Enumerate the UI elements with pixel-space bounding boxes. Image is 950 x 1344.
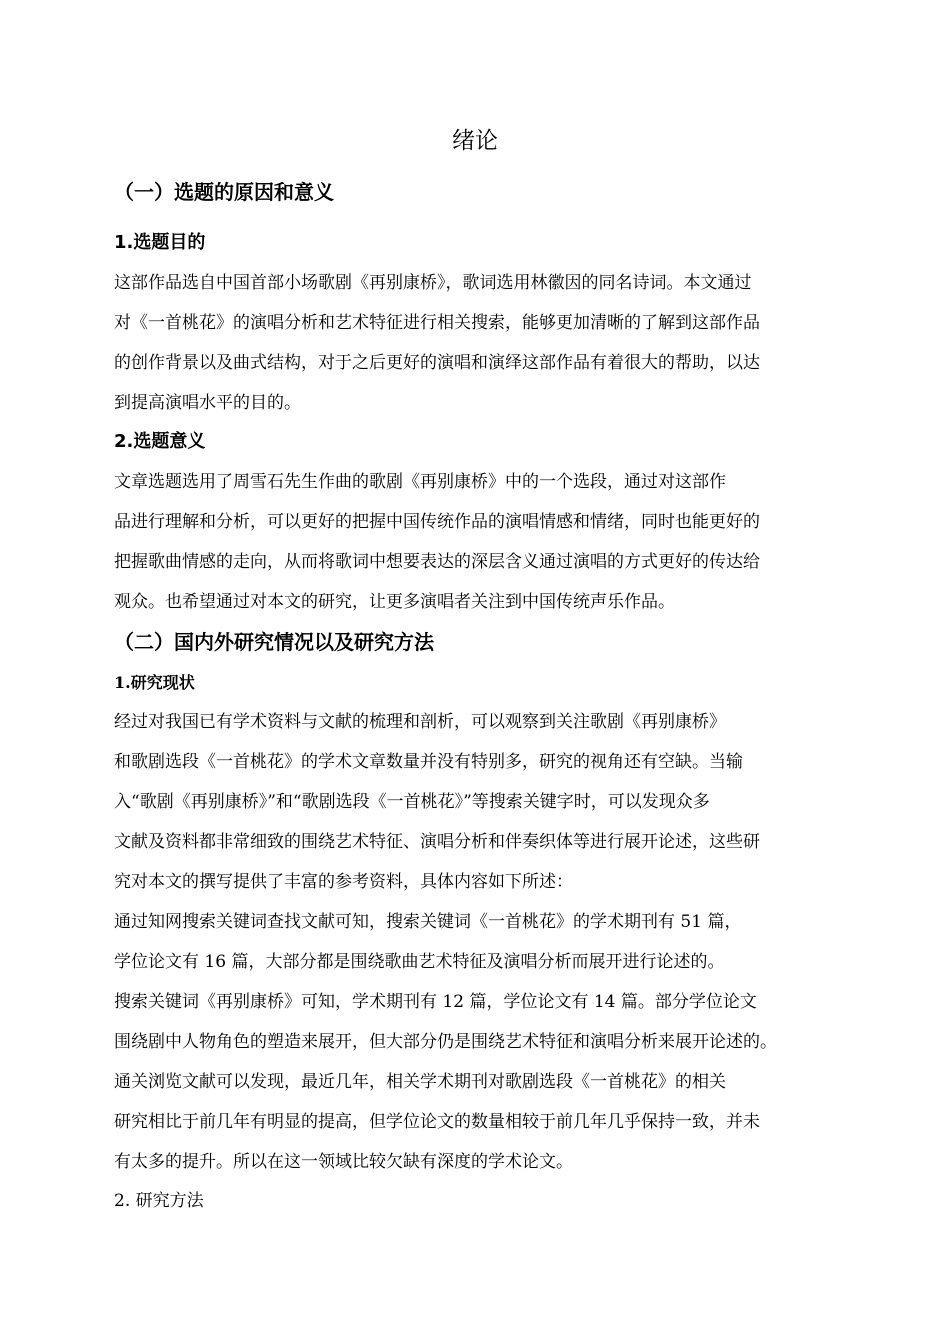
text-line: 围绕剧中人物角色的塑造来展开，但大部分仍是围绕艺术特征和演唱分析来展开论述的。 [114, 1032, 777, 1052]
text-line: 研究相比于前几年有明显的提高，但学位论文的数量相较于前几年几乎保持一致，并未 [114, 1112, 760, 1132]
section-heading-1: （一）选题的原因和意义 [114, 180, 334, 204]
text-line: 和歌剧选段《一首桃花》的学术文章数量并没有特别多，研究的视角还有空缺。当输 [114, 752, 743, 772]
paragraph-purpose [114, 263, 864, 423]
text-line: 通过知网搜索关键词查找文献可知，搜索关键词《一首桃花》的学术期刊有 51 篇， [114, 912, 742, 932]
subsection-heading-significance: 2.选题意义 [114, 431, 206, 452]
text-line: 经过对我国已有学术资料与文献的梳理和剖析，可以观察到关注歌剧《再别康桥》 [114, 712, 726, 732]
text-line: 学位论文有 16 篇，大部分都是围绕歌曲艺术特征及演唱分析而展开进行论述的。 [114, 952, 725, 972]
subsection-heading-method: 2. 研究方法 [114, 1191, 204, 1211]
section-heading-2: （二）国内外研究情况以及研究方法 [114, 630, 434, 654]
text-line: 这部作品选自中国首部小场歌剧《再别康桥》，歌词选用林徽因的同名诗词。本文通过 [114, 273, 752, 293]
text-line: 把握歌曲情感的走向，从而将歌词中想要表达的深层含义通过演唱的方式更好的传达给 [114, 552, 760, 572]
page-title: 绪论 [452, 128, 498, 154]
text-line: 对《一首桃花》的演唱分析和艺术特征进行相关搜索，能够更加清晰的了解到这部作品 [114, 313, 760, 333]
text-line: 的创作背景以及曲式结构，对于之后更好的演唱和演绎这部作品有着很大的帮助，以达 [114, 353, 760, 373]
subsection-heading-purpose: 1.选题目的 [114, 232, 206, 253]
text-line: 搜索关键词《再别康桥》可知，学术期刊有 12 篇，学位论文有 14 篇。部分学位论文 [114, 992, 757, 1012]
text-line: 究对本文的撰写提供了丰富的参考资料，具体内容如下所述： [114, 872, 573, 892]
paragraph-significance [114, 462, 864, 622]
text-line: 观众。也希望通过对本文的研究，让更多演唱者关注到中国传统声乐作品。 [114, 592, 675, 612]
text-line: 有太多的提升。所以在这一领域比较欠缺有深度的学术论文。 [114, 1152, 573, 1172]
text-line: 文章选题选用了周雪石先生作曲的歌剧《再别康桥》中的一个选段，通过对这部作 [114, 472, 726, 492]
text-line: 文献及资料都非常细致的围绕艺术特征、演唱分析和伴奏织体等进行展开论述，这些研 [114, 832, 760, 852]
text-line: 通关浏览文献可以发现，最近几年，相关学术期刊对歌剧选段《一首桃花》的相关 [114, 1072, 726, 1092]
subsection-heading-status: 1.研究现状 [114, 673, 195, 692]
text-line: 品进行理解和分析，可以更好的把握中国传统作品的演唱情感和情绪，同时也能更好的 [114, 512, 760, 532]
paragraph-status [114, 702, 864, 1182]
text-line: 入“歌剧《再别康桥》”和“歌剧选段《一首桃花》”等搜索关键字时，可以发现众多 [114, 792, 710, 812]
text-line: 到提高演唱水平的目的。 [114, 393, 301, 413]
